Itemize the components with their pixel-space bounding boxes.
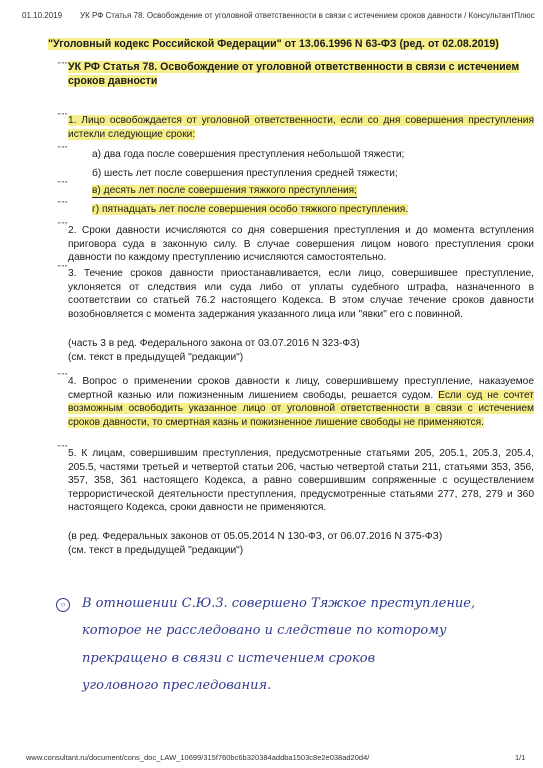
paragraph-2: 2. Сроки давности исчисляются со дня совершения преступления и до момента вступления приговора суда в законную силу. В случае совершения лицом нового преступления сроки давности по каждому преступлению исчисляются самостоятельно. — [68, 225, 534, 264]
handwritten-bullet-icon: ○ — [56, 598, 70, 612]
footer-url: www.consultant.ru/document/cons_doc_LAW_10699/315f760bc6b320384addba1503c8e2e038ad20d4/ — [26, 753, 370, 762]
paragraph-1b: б) шесть лет после совершения преступления средней тяжести; — [92, 168, 398, 179]
paragraph-4-text-part2: Если суд не сочтет возможным освободить указанное лицо от уголовной ответственности в связи с истечением сроков давности, то смертная казнь и пожизненное лишение свободы не применяются. — [68, 389, 534, 428]
marker-p1: """ — [58, 113, 69, 120]
article-title-text: УК РФ Статья 78. Освобождение от уголовной ответственности в связи с истечением сроков давности — [68, 61, 520, 87]
paragraph-1 — [68, 114, 534, 141]
print-date: 01.10.2019 — [22, 11, 63, 20]
handwritten-line-4: уголовного преследования. — [82, 678, 272, 693]
paragraph-1c — [92, 184, 357, 198]
paragraph-4 — [68, 375, 534, 429]
marker-p2: """ — [58, 222, 69, 229]
handwritten-line-3: прекращено в связи с истечением сроков — [82, 651, 376, 666]
paragraph-5: 5. К лицам, совершившим преступления, предусмотренные статьями 205, 205.1, 205.3, 205.4, 205.5, частями третьей и четвертой статьи 206, частью четвертой статьи 211, статьями 353, 356, 357, 358, 361 настоящего Кодекса, а равно совершившим сопряженные с осуществлением террористической деятельности преступления, предусмотренные статьями 277, 278, 279 и 360 настоящего Кодекса, сроки давности не применяются. — [68, 448, 534, 514]
paragraph-5-note-2: (см. текст в предыдущей "редакции") — [68, 545, 244, 556]
paragraph-1a: а) два года после совершения преступления небольшой тяжести; — [92, 149, 405, 160]
print-header-title: УК РФ Статья 78. Освобождение от уголовной ответственности в связи с истечением сроков давности / КонсультантПлюс — [80, 11, 535, 20]
paragraph-4-text-part1: 4. Вопрос о применении сроков давности к лицу, совершившему преступление, наказуемое смертной казнью или пожизненным лишением свободы, решается судом. — [68, 376, 534, 401]
marker-article: """ — [58, 62, 69, 69]
marker-p1a: """ — [58, 146, 69, 153]
marker-p3: """ — [58, 265, 69, 272]
article-title — [68, 60, 538, 88]
paragraph-3: 3. Течение сроков давности приостанавливается, если лицо, совершившее преступление, уклоняется от следствия или суда либо от уплаты судебного штрафа, назначенного в соответствии со статьей 76.2 настоящего Кодекса. В этом случае течение сроков давности возобновляется с момента задержания указанного лица или "явки" его с повинной. — [68, 268, 534, 320]
paragraph-1c-text: в) десять лет после совершения тяжкого преступления; — [92, 185, 357, 196]
document-title — [48, 38, 533, 51]
paragraph-5-note-1: (в ред. Федеральных законов от 05.05.2014 N 130-ФЗ, от 06.07.2016 N 375-ФЗ) — [68, 531, 443, 542]
marker-p5: """ — [58, 445, 69, 452]
marker-p1c: """ — [58, 181, 69, 188]
handwritten-line-2: которое не расследовано и следствие по которому — [82, 623, 447, 638]
marker-p4: """ — [58, 373, 69, 380]
marker-p1d: """ — [58, 201, 69, 208]
paragraph-1-text: 1. Лицо освобождается от уголовной ответственности, если со дня совершения преступления истекли следующие сроки: — [68, 115, 534, 140]
paragraph-3-note-1: (часть 3 в ред. Федерального закона от 03.07.2016 N 323-ФЗ) — [68, 338, 360, 349]
document-title-text: "Уголовный кодекс Российской Федерации" от 13.06.1996 N 63-ФЗ (ред. от 02.08.2019) — [48, 38, 499, 50]
footer-page-number: 1/1 — [515, 753, 526, 762]
handwritten-line-1: В отношении С.Ю.З. совершено Тяжкое преступление, — [82, 596, 476, 611]
paragraph-3-note-2: (см. текст в предыдущей "редакции") — [68, 352, 244, 363]
paragraph-1d-text: г) пятнадцать лет после совершения особо тяжкого преступления. — [92, 204, 409, 215]
paragraph-1d — [92, 203, 408, 217]
